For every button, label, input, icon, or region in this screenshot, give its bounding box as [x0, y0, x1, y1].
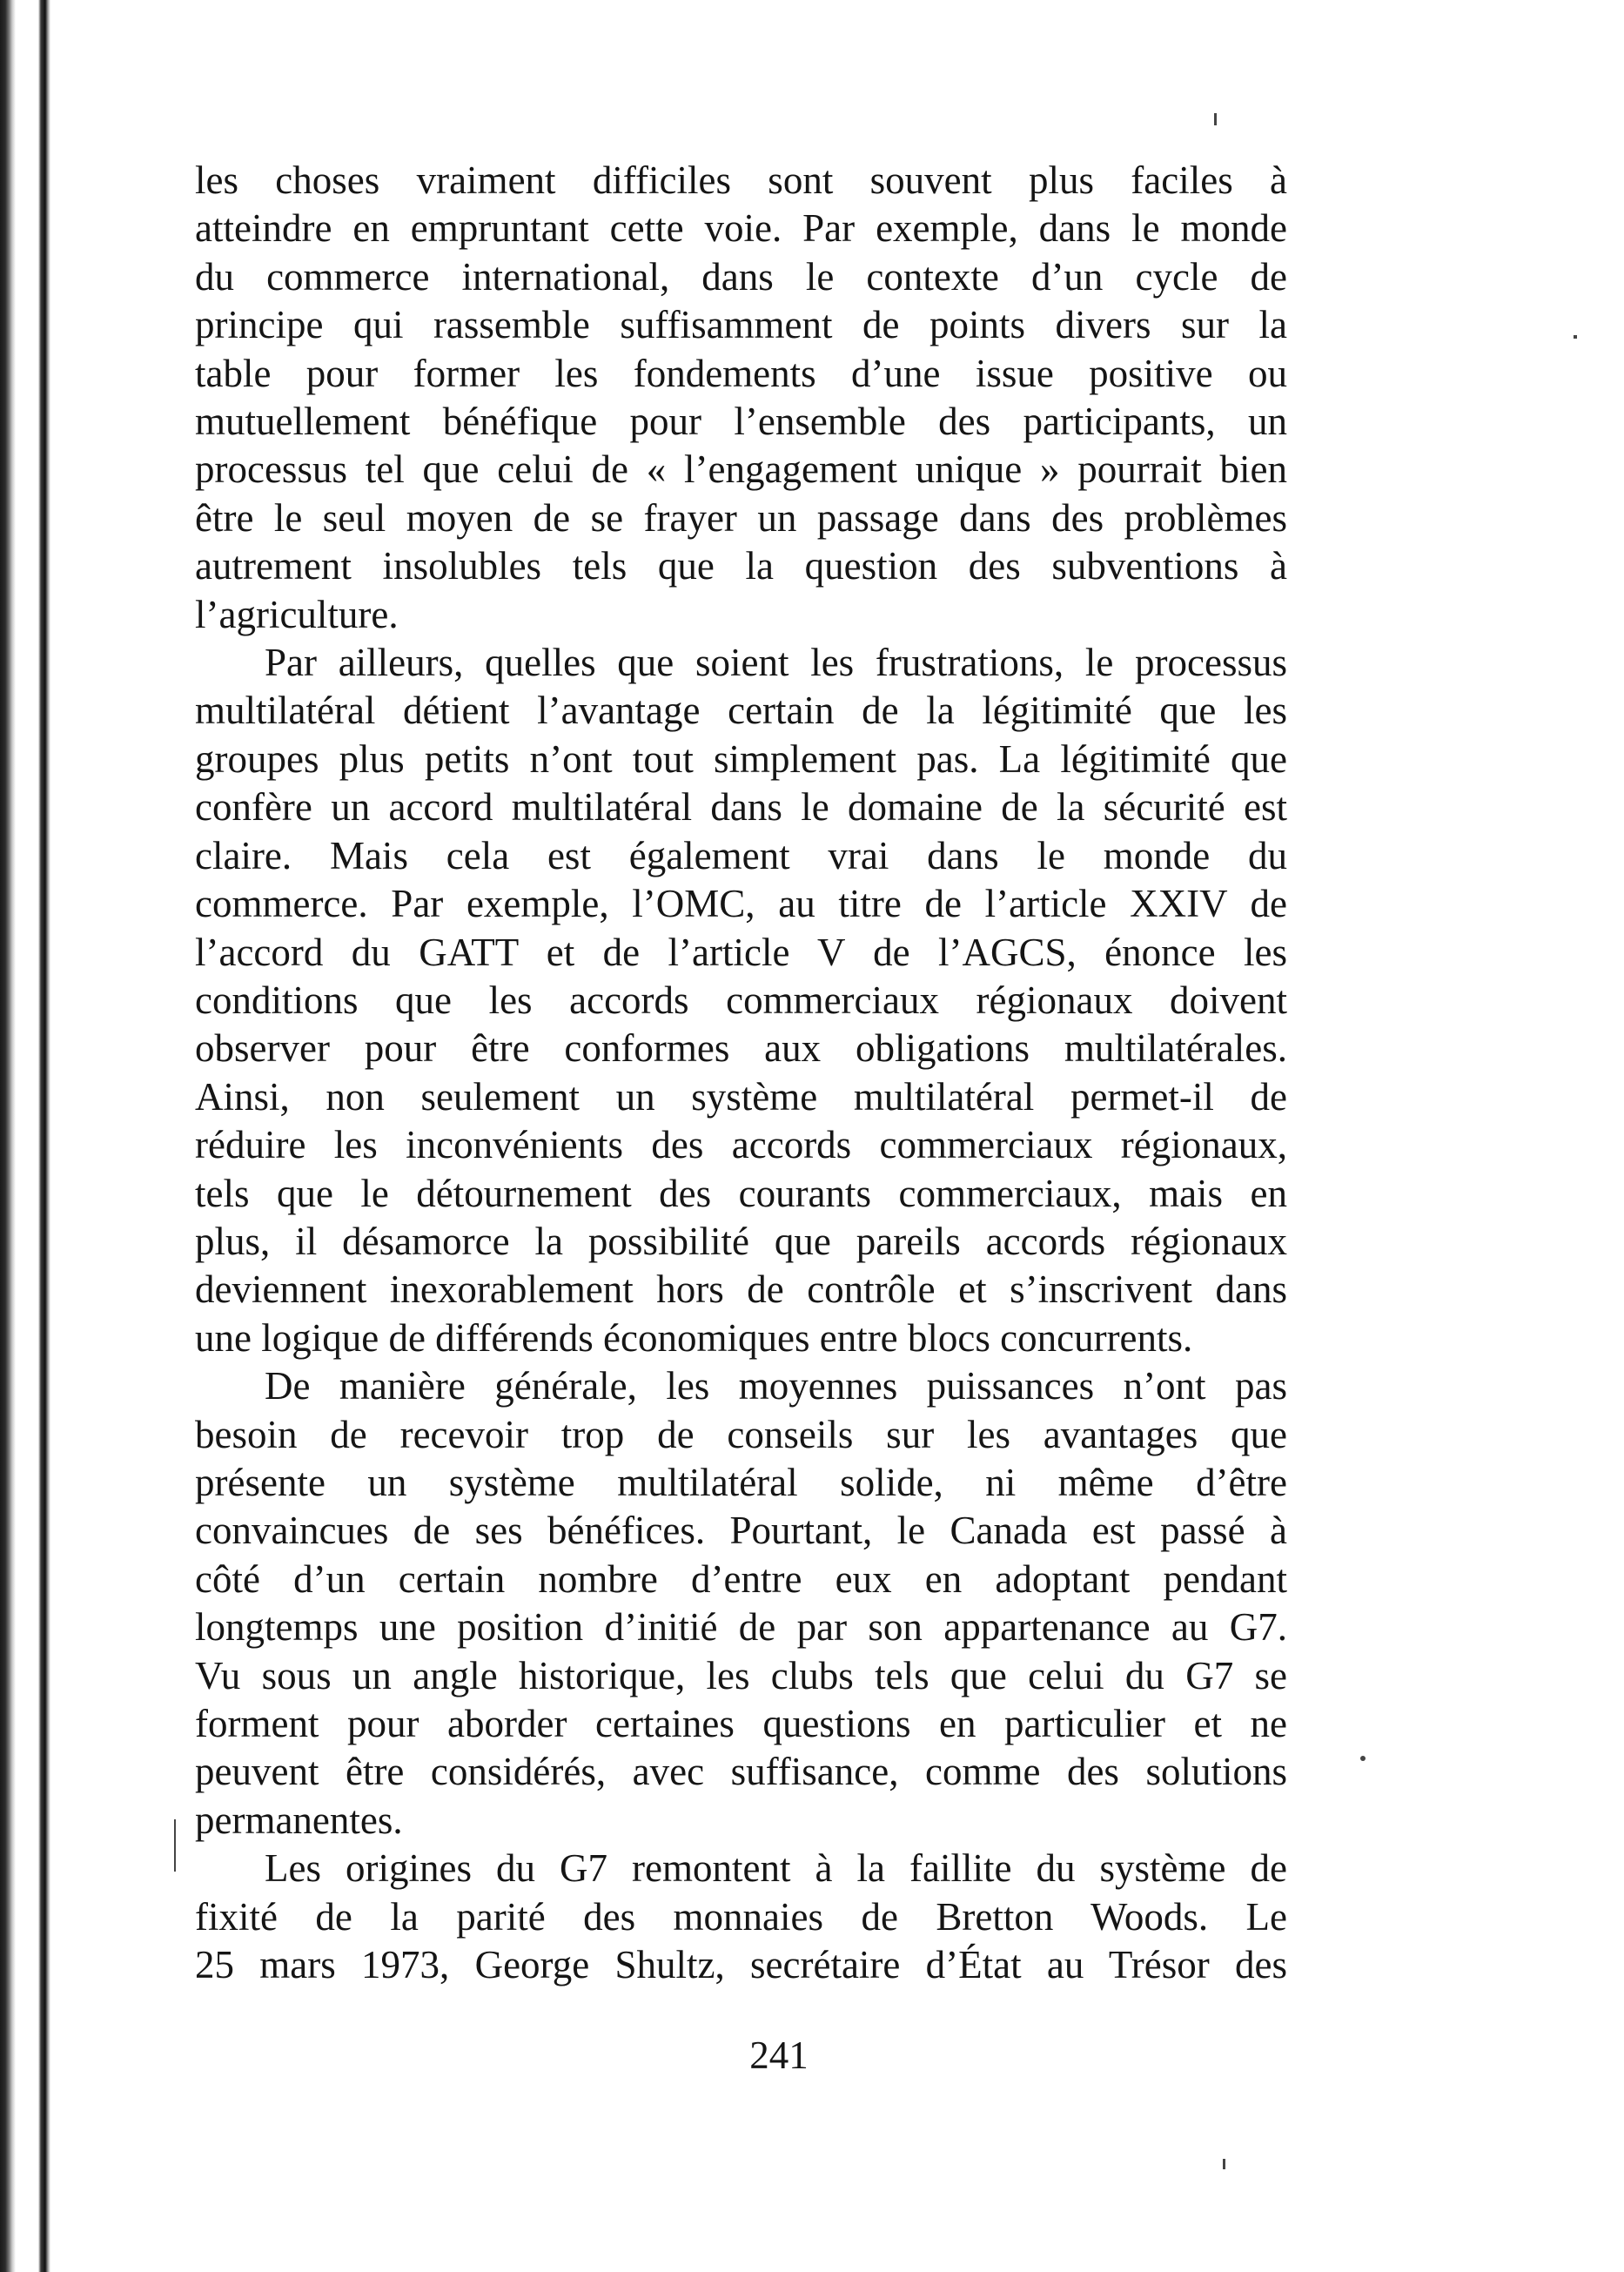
text-line: besoin de recevoir trop de conseils sur les avantages que	[195, 1412, 1287, 1456]
text-line: groupes plus petits n’ont tout simplement pas. La légitimité que	[195, 736, 1287, 781]
text-line: principe qui rassemble suffisamment de points divers sur la	[195, 303, 1287, 347]
text-line: l’agriculture.	[195, 592, 399, 636]
scan-speck	[174, 1819, 176, 1872]
text-line: Vu sous un angle historique, les clubs tels que celui du G7 se	[195, 1653, 1287, 1697]
text-line: être le seul moyen de se frayer un passage dans des problèmes	[195, 495, 1287, 540]
text-line: deviennent inexorablement hors de contrôle et s’inscrivent dans	[195, 1267, 1287, 1312]
scan-speck	[1574, 335, 1577, 339]
text-line: commerce. Par exemple, l’OMC, au titre de l’article XXIV de	[195, 882, 1287, 926]
text-line: fixité de la parité des monnaies de Bretton Woods. Le	[195, 1894, 1287, 1939]
text-line: confère un accord multilatéral dans le domaine de la sécurité est	[195, 785, 1287, 830]
text-line: présente un système multilatéral solide, ni même d’être	[195, 1460, 1287, 1504]
text-line: table pour former les fondements d’une issue positive ou	[195, 351, 1287, 395]
text-line: atteindre en empruntant cette voie. Par exemple, dans le monde	[195, 206, 1287, 251]
scan-speck	[1223, 2159, 1225, 2169]
text-line: réduire les inconvénients des accords commerciaux régionaux,	[195, 1123, 1287, 1167]
text-line: mutuellement bénéfique pour l’ensemble des participants, un	[195, 400, 1287, 444]
text-line: peuvent être considérés, avec suffisance, comme des solutions	[195, 1750, 1287, 1794]
text-line: 25 mars 1973, George Shultz, secrétaire d’État au Trésor des	[195, 1943, 1287, 1987]
scan-speck	[1360, 1756, 1366, 1761]
text-line: convaincues de ses bénéfices. Pourtant, le Canada est passé à	[195, 1509, 1287, 1553]
text-line: Par ailleurs, quelles que soient les frustrations, le processus	[265, 641, 1287, 685]
text-line: processus tel que celui de « l’engagement unique » pourrait bien	[195, 447, 1287, 492]
binding-edge	[0, 0, 50, 2272]
paragraph	[195, 157, 1287, 639]
text-line: conditions que les accords commerciaux régionaux doivent	[195, 978, 1287, 1022]
text-line: l’accord du GATT et de l’article V de l’AGCS, énonce les	[195, 930, 1287, 974]
text-line: observer pour être conformes aux obligations multilatérales.	[195, 1026, 1287, 1071]
text-line: plus, il désamorce la possibilité que pareils accords régionaux	[195, 1219, 1287, 1263]
text-line: autrement insolubles tels que la question des subventions à	[195, 544, 1287, 588]
text-line: Les origines du G7 remontent à la faillite du système de	[265, 1846, 1287, 1891]
paragraph	[195, 1362, 1287, 1845]
page-number	[0, 2033, 1624, 2078]
text-line: du commerce international, dans le contexte d’un cycle de	[195, 254, 1287, 299]
paragraph	[195, 639, 1287, 1362]
body-text	[195, 157, 1287, 1989]
text-line: forment pour aborder certaines questions en particulier et ne	[195, 1702, 1287, 1745]
page-number-text: 241	[749, 2033, 809, 2077]
text-line: De manière générale, les moyennes puissances n’ont pas	[265, 1364, 1287, 1408]
text-line: tels que le détournement des courants commerciaux, mais en	[195, 1171, 1287, 1215]
scan-speck	[1214, 113, 1217, 125]
text-line: multilatéral détient l’avantage certain de la légitimité que les	[195, 689, 1287, 733]
text-line: claire. Mais cela est également vrai dans le monde du	[195, 833, 1287, 877]
text-line: une logique de différends économiques entre blocs concurrents.	[195, 1315, 1193, 1360]
text-line: Ainsi, non seulement un système multilatéral permet-il de	[195, 1074, 1287, 1119]
text-line: permanentes.	[195, 1798, 403, 1842]
paragraph	[195, 1845, 1287, 1989]
text-line: côté d’un certain nombre d’entre eux en adoptant pendant	[195, 1556, 1287, 1601]
text-line: les choses vraiment difficiles sont souvent plus faciles à	[195, 158, 1287, 202]
text-line: longtemps une position d’initié de par son appartenance au G7.	[195, 1605, 1287, 1650]
